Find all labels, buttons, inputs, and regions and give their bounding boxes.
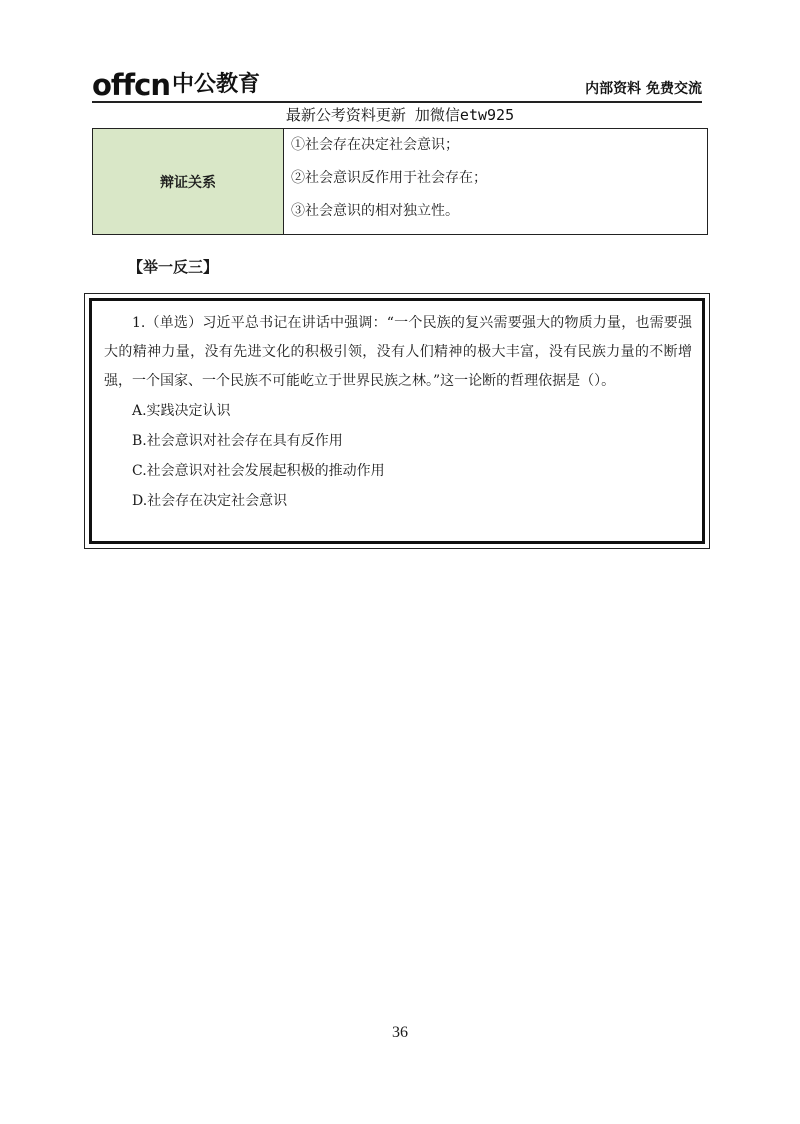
logo-chinese-text: 中公教育 [172, 72, 261, 97]
update-notice: 最新公考资料更新 加微信etw925 [285, 106, 515, 124]
relation-label-cell: 辩证关系 [93, 129, 284, 234]
page-number: 36 [392, 1024, 408, 1041]
page-header [92, 70, 702, 102]
header-divider [92, 101, 702, 103]
relation-item: ②社会意识反作用于社会存在； [291, 170, 487, 186]
question-option-a: A.实践决定认识 [132, 403, 231, 419]
question-stem: 1.（单选）习近平总书记在讲话中强调：“一个民族的复兴需要强大的物质力量，也需要强大的精神力量，没有先进文化的积极引领，没有人们精神的极大丰富，没有民族力量的不断增强，一个国家、一个民族不可能屹立于世界民族之林。”这一论断的哲理依据是（）。 [104, 315, 692, 389]
question-box [84, 293, 710, 549]
offcn-logo [92, 70, 260, 100]
relation-items-cell [284, 129, 707, 234]
question-inner-frame [89, 298, 705, 544]
header-right-text: 内部资料 免费交流 [585, 81, 702, 97]
question-option-c: C.社会意识对社会发展起积极的推动作用 [132, 463, 385, 479]
logo-latin-text: offcn [92, 68, 170, 102]
question-option-d: D.社会存在决定社会意识 [132, 493, 288, 509]
section-title: 【举一反三】 [128, 258, 219, 276]
relation-item: ③社会意识的相对独立性。 [291, 203, 459, 219]
relation-item: ①社会存在决定社会意识； [291, 137, 459, 153]
relation-table [92, 128, 708, 235]
question-option-b: B.社会意识对社会存在具有反作用 [132, 433, 343, 449]
